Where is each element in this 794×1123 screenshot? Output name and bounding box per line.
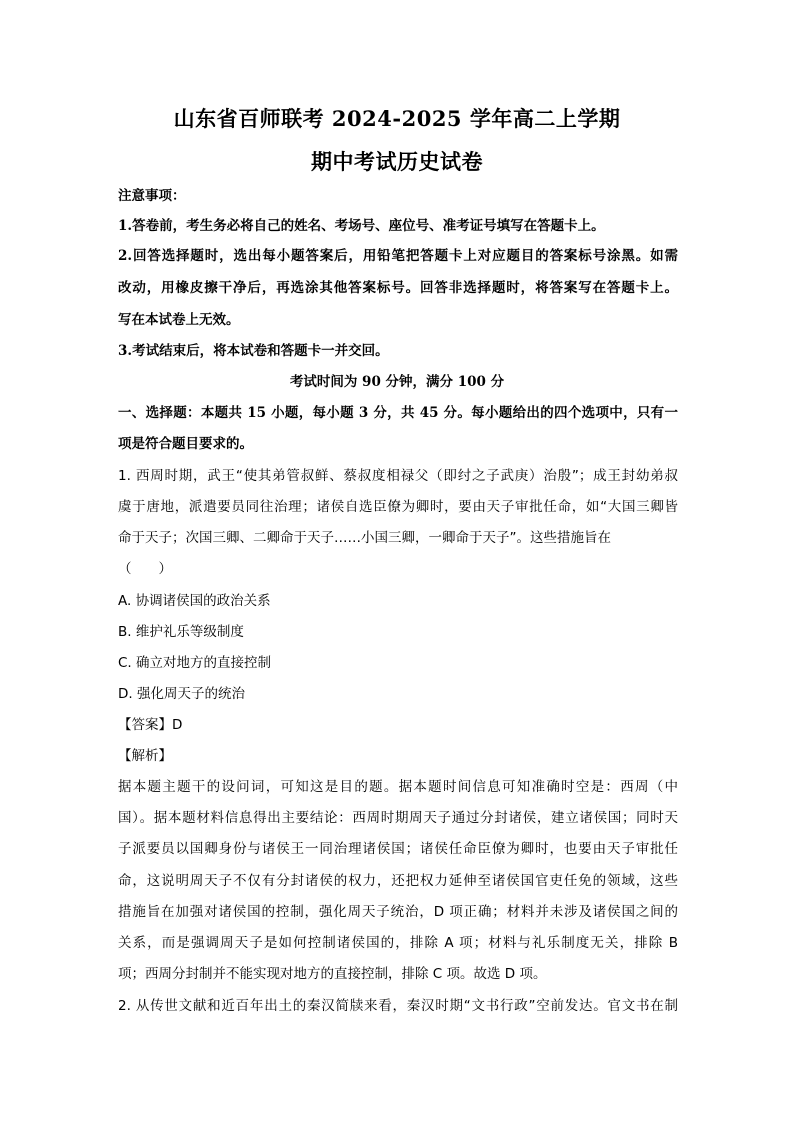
q2-stem-line1: 2. 从传世文献和近百年出土的秦汉简牍来看，秦汉时期“文书行政”空前发达。官文书在制 (118, 998, 678, 1014)
notes-item-2-line2: 改动，用橡皮擦干净后，再选涂其他答案标号。回答非选择题时，将答案写在答题卡上。 (118, 280, 678, 296)
q1-analysis-line5: 措施旨在加强对诸侯国的控制，强化周天子统治，D 项正确；材料并未涉及诸侯国之间的 (118, 904, 678, 920)
q1-analysis-line7: 项；西周分封制并不能实现对地方的直接控制，排除 C 项。故选 D 项。 (118, 966, 547, 982)
notes-item-1: 1.答卷前，考生务必将自己的姓名、考场号、座位号、准考证号填写在答题卡上。 (118, 218, 605, 234)
notes-heading: 注意事项： (118, 188, 186, 204)
q1-stem-line3: 命于天子；次国三卿、二卿命于天子……小国三卿，一卿命于天子”。这些措施旨在 (118, 530, 611, 546)
exam-info: 考试时间为 90 分钟，满分 100 分 (289, 374, 505, 390)
q1-analysis-line6: 关系，而是强调周天子是如何控制诸侯国的，排除 A 项；材料与礼乐制度无关，排除 B (118, 935, 678, 951)
q1-analysis-line1: 据本题主题干的设问词，可知这是目的题。据本题时间信息可知准确时空是：西周（中 (118, 779, 678, 795)
q1-stem-line2: 虞于唐地，派遣要员同往治理；诸侯自选臣僚为卿时，要由天子审批任命，如“大国三卿皆 (118, 499, 678, 515)
section1-heading-line2: 项是符合题目要求的。 (118, 436, 253, 452)
notes-item-3: 3.考试结束后，将本试卷和答题卡一并交回。 (118, 343, 389, 359)
notes-item-2-line3: 写在本试卷上无效。 (118, 312, 240, 328)
exam-title-line1: 山东省百师联考 2024-2025 学年高二上学期 (173, 106, 621, 131)
q1-analysis-label: 【解析】 (118, 748, 172, 764)
exam-title-line2: 期中考试历史试卷 (311, 149, 483, 174)
q1-option-b: B. 维护礼乐等级制度 (118, 624, 244, 640)
q1-option-d: D. 强化周天子的统治 (118, 686, 245, 702)
q1-option-c: C. 确立对地方的直接控制 (118, 655, 272, 671)
q1-analysis-line4: 命，这说明周天子不仅有分封诸侯的权力，还把权力延伸至诸侯国官吏任免的领域，这些 (118, 873, 678, 889)
q1-answer: 【答案】D (118, 717, 183, 733)
q1-option-a: A. 协调诸侯国的政治关系 (118, 593, 271, 609)
q1-analysis-line2: 国）。据本题材料信息得出主要结论：西周时期周天子通过分封诸侯，建立诸侯国；同时天 (118, 810, 678, 826)
q1-stem-line1: 1. 西周时期，武王“使其弟管叔鲜、蔡叔度相禄父（即纣之子武庚）治殷”；成王封幼弟叔 (118, 468, 678, 484)
q1-answer-paren: （ ） (118, 561, 172, 577)
section1-heading-line1: 一、选择题：本题共 15 小题，每小题 3 分，共 45 分。每小题给出的四个选项中，只有一 (118, 405, 678, 421)
q1-analysis-line3: 子派要员以国卿身份与诸侯王一同治理诸侯国；诸侯任命臣僚为卿时，也要由天子审批任 (118, 841, 678, 857)
notes-item-2-line1: 2.回答选择题时，选出每小题答案后，用铅笔把答题卡上对应题目的答案标号涂黑。如需 (118, 248, 678, 264)
